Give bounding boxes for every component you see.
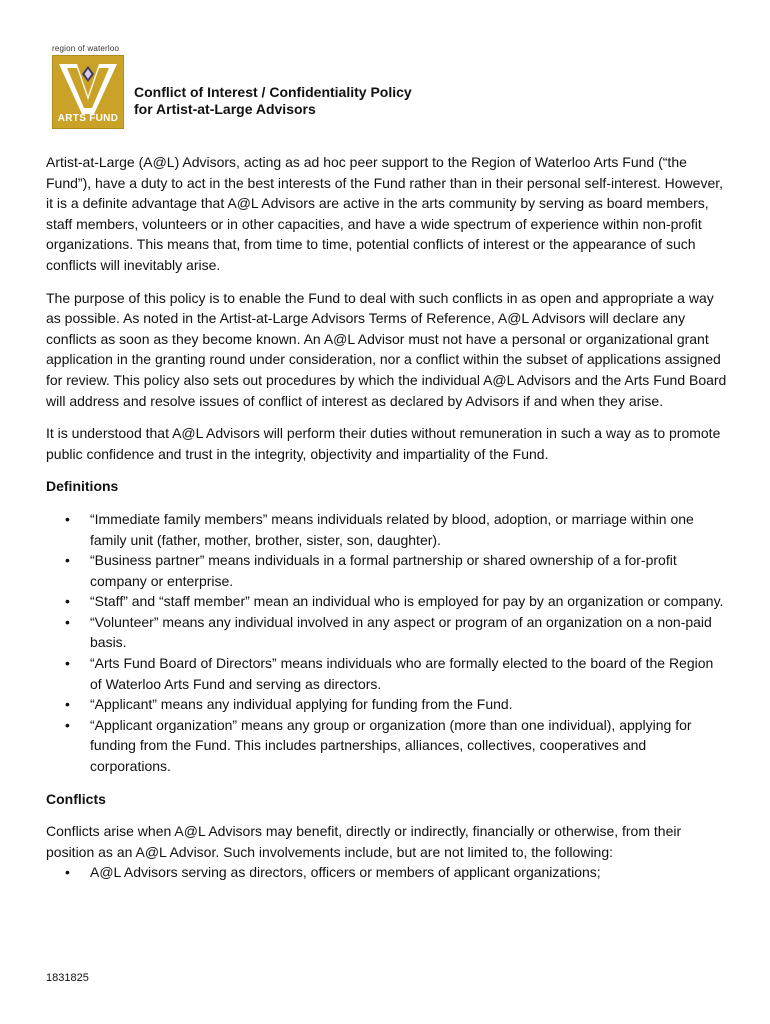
list-item: • “Applicant” means any individual applying for funding from the Fund.: [90, 694, 728, 715]
arts-fund-v-logo-icon: [52, 55, 124, 129]
paragraph-intro: Artist-at-Large (A@L) Advisors, acting as ad hoc peer support to the Region of Waterloo Arts Fund (“the Fund”), have a duty to act in the best interests of the Fund rather than in their personal self-interest. However, it is a definite advantage that A@L Advisors are active in the arts community by serving as board members, staff members, volunteers or in other capacities, and have a wide spectrum of experience within non-profit organizations. This means that, from time to time, potential conflicts of interest or the appearance of such conflicts will inevitably arise.: [46, 154, 724, 273]
list-item: • “Volunteer” means any individual involved in any aspect or program of an organization on a non-paid basis.: [90, 612, 728, 653]
list-item: • “Applicant organization” means any group or organization (more than one individual), applying for funding from the Fund. This includes partnerships, alliances, collectives, cooperatives and corporations.: [90, 715, 728, 777]
definitions-heading: Definitions: [46, 478, 119, 495]
arts-fund-logo: [52, 44, 124, 129]
paragraph-purpose: The purpose of this policy is to enable the Fund to deal with such conflicts in as open and appropriate a way as possible. As noted in the Artist-at-Large Advisors Terms of Reference, A@L Advisors will declare any conflicts as soon as they become known. An A@L Advisor must not have a personal or organizational grant application in the granting round under consideration, nor a conflict within the subset of applications assigned for review. This policy also sets out procedures by which the individual A@L Advisors and the Arts Fund Board will address and resolve issues of conflict of interest as declared by Advisors if and when they arise.: [46, 289, 727, 409]
logo-brand-text: ARTS FUND: [57, 113, 119, 124]
document-number: 1831825: [46, 972, 89, 984]
conflicts-list: [46, 862, 728, 883]
document-body: [46, 152, 728, 895]
document-title: [134, 84, 412, 118]
list-item: • A@L Advisors serving as directors, officers or members of applicant organizations;: [90, 862, 728, 883]
list-item: • “Arts Fund Board of Directors” means individuals who are formally elected to the board of the Region of Waterloo Arts Fund and serving as directors.: [90, 653, 728, 694]
definitions-list: [46, 509, 728, 777]
paragraph-understanding: It is understood that A@L Advisors will perform their duties without remuneration in such a way as to promote public confidence and trust in the integrity, objectivity and impartiality of the Fund.: [46, 425, 721, 462]
logo-region-text: region of waterloo: [52, 44, 120, 53]
conflicts-intro: Conflicts arise when A@L Advisors may benefit, directly or indirectly, financially or otherwise, from their position as an A@L Advisor. Such involvements include, but are not limited to, the following:: [46, 823, 682, 860]
list-item: • “Business partner” means individuals in a formal partnership or shared ownership of a for-profit company or enterprise.: [90, 550, 728, 591]
title-line-1: Conflict of Interest / Confidentiality Policy: [134, 84, 412, 100]
list-item: • “Immediate family members” means individuals related by blood, adoption, or marriage within one family unit (father, mother, brother, sister, son, daughter).: [90, 509, 728, 550]
title-line-2: for Artist-at-Large Advisors: [134, 101, 316, 117]
conflicts-heading: Conflicts: [46, 790, 106, 807]
list-item: • “Staff” and “staff member” mean an individual who is employed for pay by an organization or company.: [90, 591, 728, 612]
